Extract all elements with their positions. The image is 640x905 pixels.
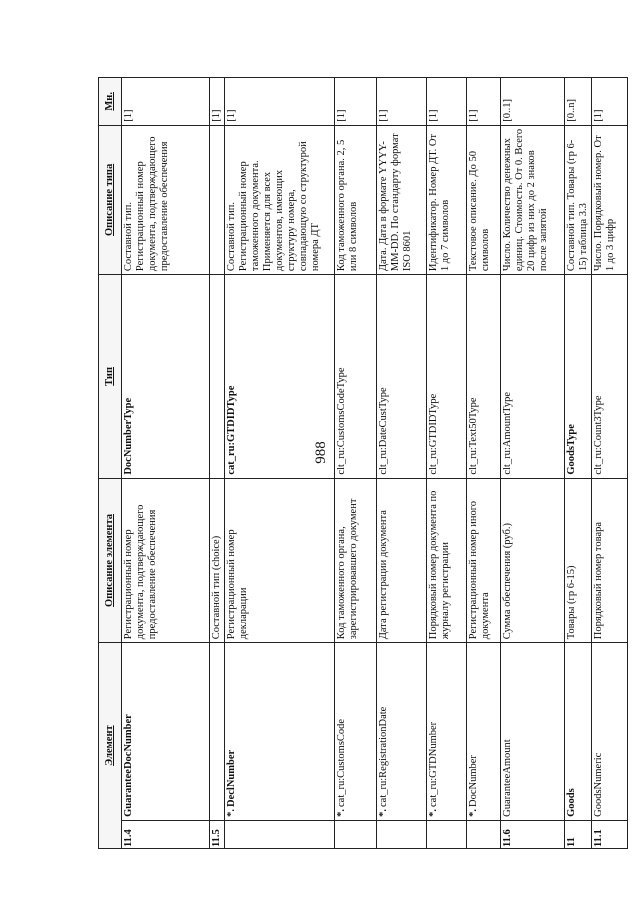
type-cell [210,275,225,479]
row-number-cell [225,820,335,848]
element-cell [225,643,335,821]
multiplicity-cell: [1] [427,78,467,126]
row-number-cell: 11.4 [122,820,210,848]
row-number-cell [335,820,377,848]
rotated-table-container [98,77,616,849]
type-description-cell: Число. Порядковый номер. От 1 до 3 цифр [592,125,628,274]
type-cell: clt_ru:GTDIDType [427,275,467,479]
page-number-text: 988 [312,440,329,464]
element-cell [122,643,210,821]
multiplicity-cell: [1] [467,78,501,126]
type-cell: DocNumberType [122,275,210,479]
element-description-cell: Составной тип (choice) [210,478,225,643]
element-description-cell: Порядковый номер товара [592,478,628,643]
table-row [592,78,628,849]
type-cell: GoodsType [565,275,592,479]
element-name: DocNumber [468,755,479,807]
element-cell [501,643,565,821]
element-description-cell: Регистрационный номер иного документа [467,478,501,643]
type-cell: clt_ru:Count3Type [592,275,628,479]
element-name: cat_ru:RegistrationDate [378,706,389,807]
table-row [225,78,335,849]
type-description-cell: Составной тип. Регистрационный номер документа, подтверждающего предоставление обеспечения [122,125,210,274]
type-description-cell: Число. Количество денежных единиц. Стоимость. От 0. Всего 20 цифр из них до 2 знаков после запятой [501,125,565,274]
element-name: DeclNumber [226,749,237,807]
header-type: Тип [99,275,122,479]
row-number-cell: 11.6 [501,820,565,848]
element-prefix: *. [468,808,479,817]
multiplicity-cell: [1] [377,78,427,126]
element-name: Goods [566,788,577,817]
type-description-cell: Составной тип. Товары (гр 6-15) таблица 3.3 [565,125,592,274]
header-type-description: Описание типа [99,125,122,274]
element-name: GuaranteeDocNumber [123,714,134,817]
element-name: GuaranteeAmount [502,739,513,817]
element-description-cell: Регистрационный номер документа, подтверждающего предоставление обеспечения [122,478,210,643]
element-cell [592,643,628,821]
element-description-cell: Регистрационный номер декларации [225,478,335,643]
type-description-cell [210,125,225,274]
table-row [501,78,565,849]
table-row [377,78,427,849]
multiplicity-cell: [1] [335,78,377,126]
multiplicity-cell: [0..n] [565,78,592,126]
type-cell: clt_ru:CustomsCodeType [335,275,377,479]
row-number-cell [427,820,467,848]
table-row [335,78,377,849]
table-row [122,78,210,849]
multiplicity-cell: [1] [122,78,210,126]
element-description-cell: Дата регистрации документа [377,478,427,643]
type-description-cell: Дата. Дата в формате YYYY-MM-DD. По стандарту формат ISO 8601 [377,125,427,274]
schema-table [98,77,628,849]
row-number-cell: 11 [565,820,592,848]
element-description-cell: Код таможенного органа, зарегистрировавшего документ [335,478,377,643]
header-element-description: Описание элемента [99,478,122,643]
row-number-cell [377,820,427,848]
type-cell: clt_ru:DateCustType [377,275,427,479]
element-description-cell: Сумма обеспечения (руб.) [501,478,565,643]
table-row [210,78,225,849]
element-prefix: *. [428,808,439,817]
type-cell: clt_ru:AmountType [501,275,565,479]
element-prefix: *. [378,808,389,817]
element-name: GoodsNumeric [593,752,604,817]
table-row [565,78,592,849]
element-cell [377,643,427,821]
multiplicity-cell: [1] [210,78,225,126]
type-description-cell: Код таможенного органа. 2, 5 или 8 символов [335,125,377,274]
type-description-cell: Составной тип. Регистрационный номер таможенного документа. Применяется для всех документов, имеющих структуру номера, совпадающую со структурой номера ДТ [225,125,335,274]
element-cell [427,643,467,821]
element-cell [565,643,592,821]
element-description-cell: Порядковый номер документа по журналу регистрации [427,478,467,643]
element-cell [467,643,501,821]
element-prefix: *. [226,808,237,817]
type-description-cell: Текстовое описание. До 50 символов [467,125,501,274]
multiplicity-cell: [1] [592,78,628,126]
table-row [467,78,501,849]
header-element: Элемент [99,643,122,849]
row-number-cell [467,820,501,848]
table-region [98,77,616,849]
element-name: cat_ru:CustomsCode [336,718,347,807]
type-cell: clt_ru:Text50Type [467,275,501,479]
type-cell: cat_ru:GTDIDType [225,275,335,479]
multiplicity-cell: [0..1] [501,78,565,126]
element-prefix: *. [336,808,347,817]
element-description-cell: Товары (гр 6-15) [565,478,592,643]
row-number-cell: 11.1 [592,820,628,848]
table-row [427,78,467,849]
row-number-cell: 11.5 [210,820,225,848]
multiplicity-cell: [1] [225,78,335,126]
type-description-cell: Идентификатор. Номер ДТ. От 1 до 7 символов [427,125,467,274]
header-multiplicity: Мн. [99,78,122,126]
element-cell [335,643,377,821]
table-header-row [99,78,122,849]
element-name: cat_ru:GTDNumber [428,721,439,807]
element-cell [210,643,225,821]
